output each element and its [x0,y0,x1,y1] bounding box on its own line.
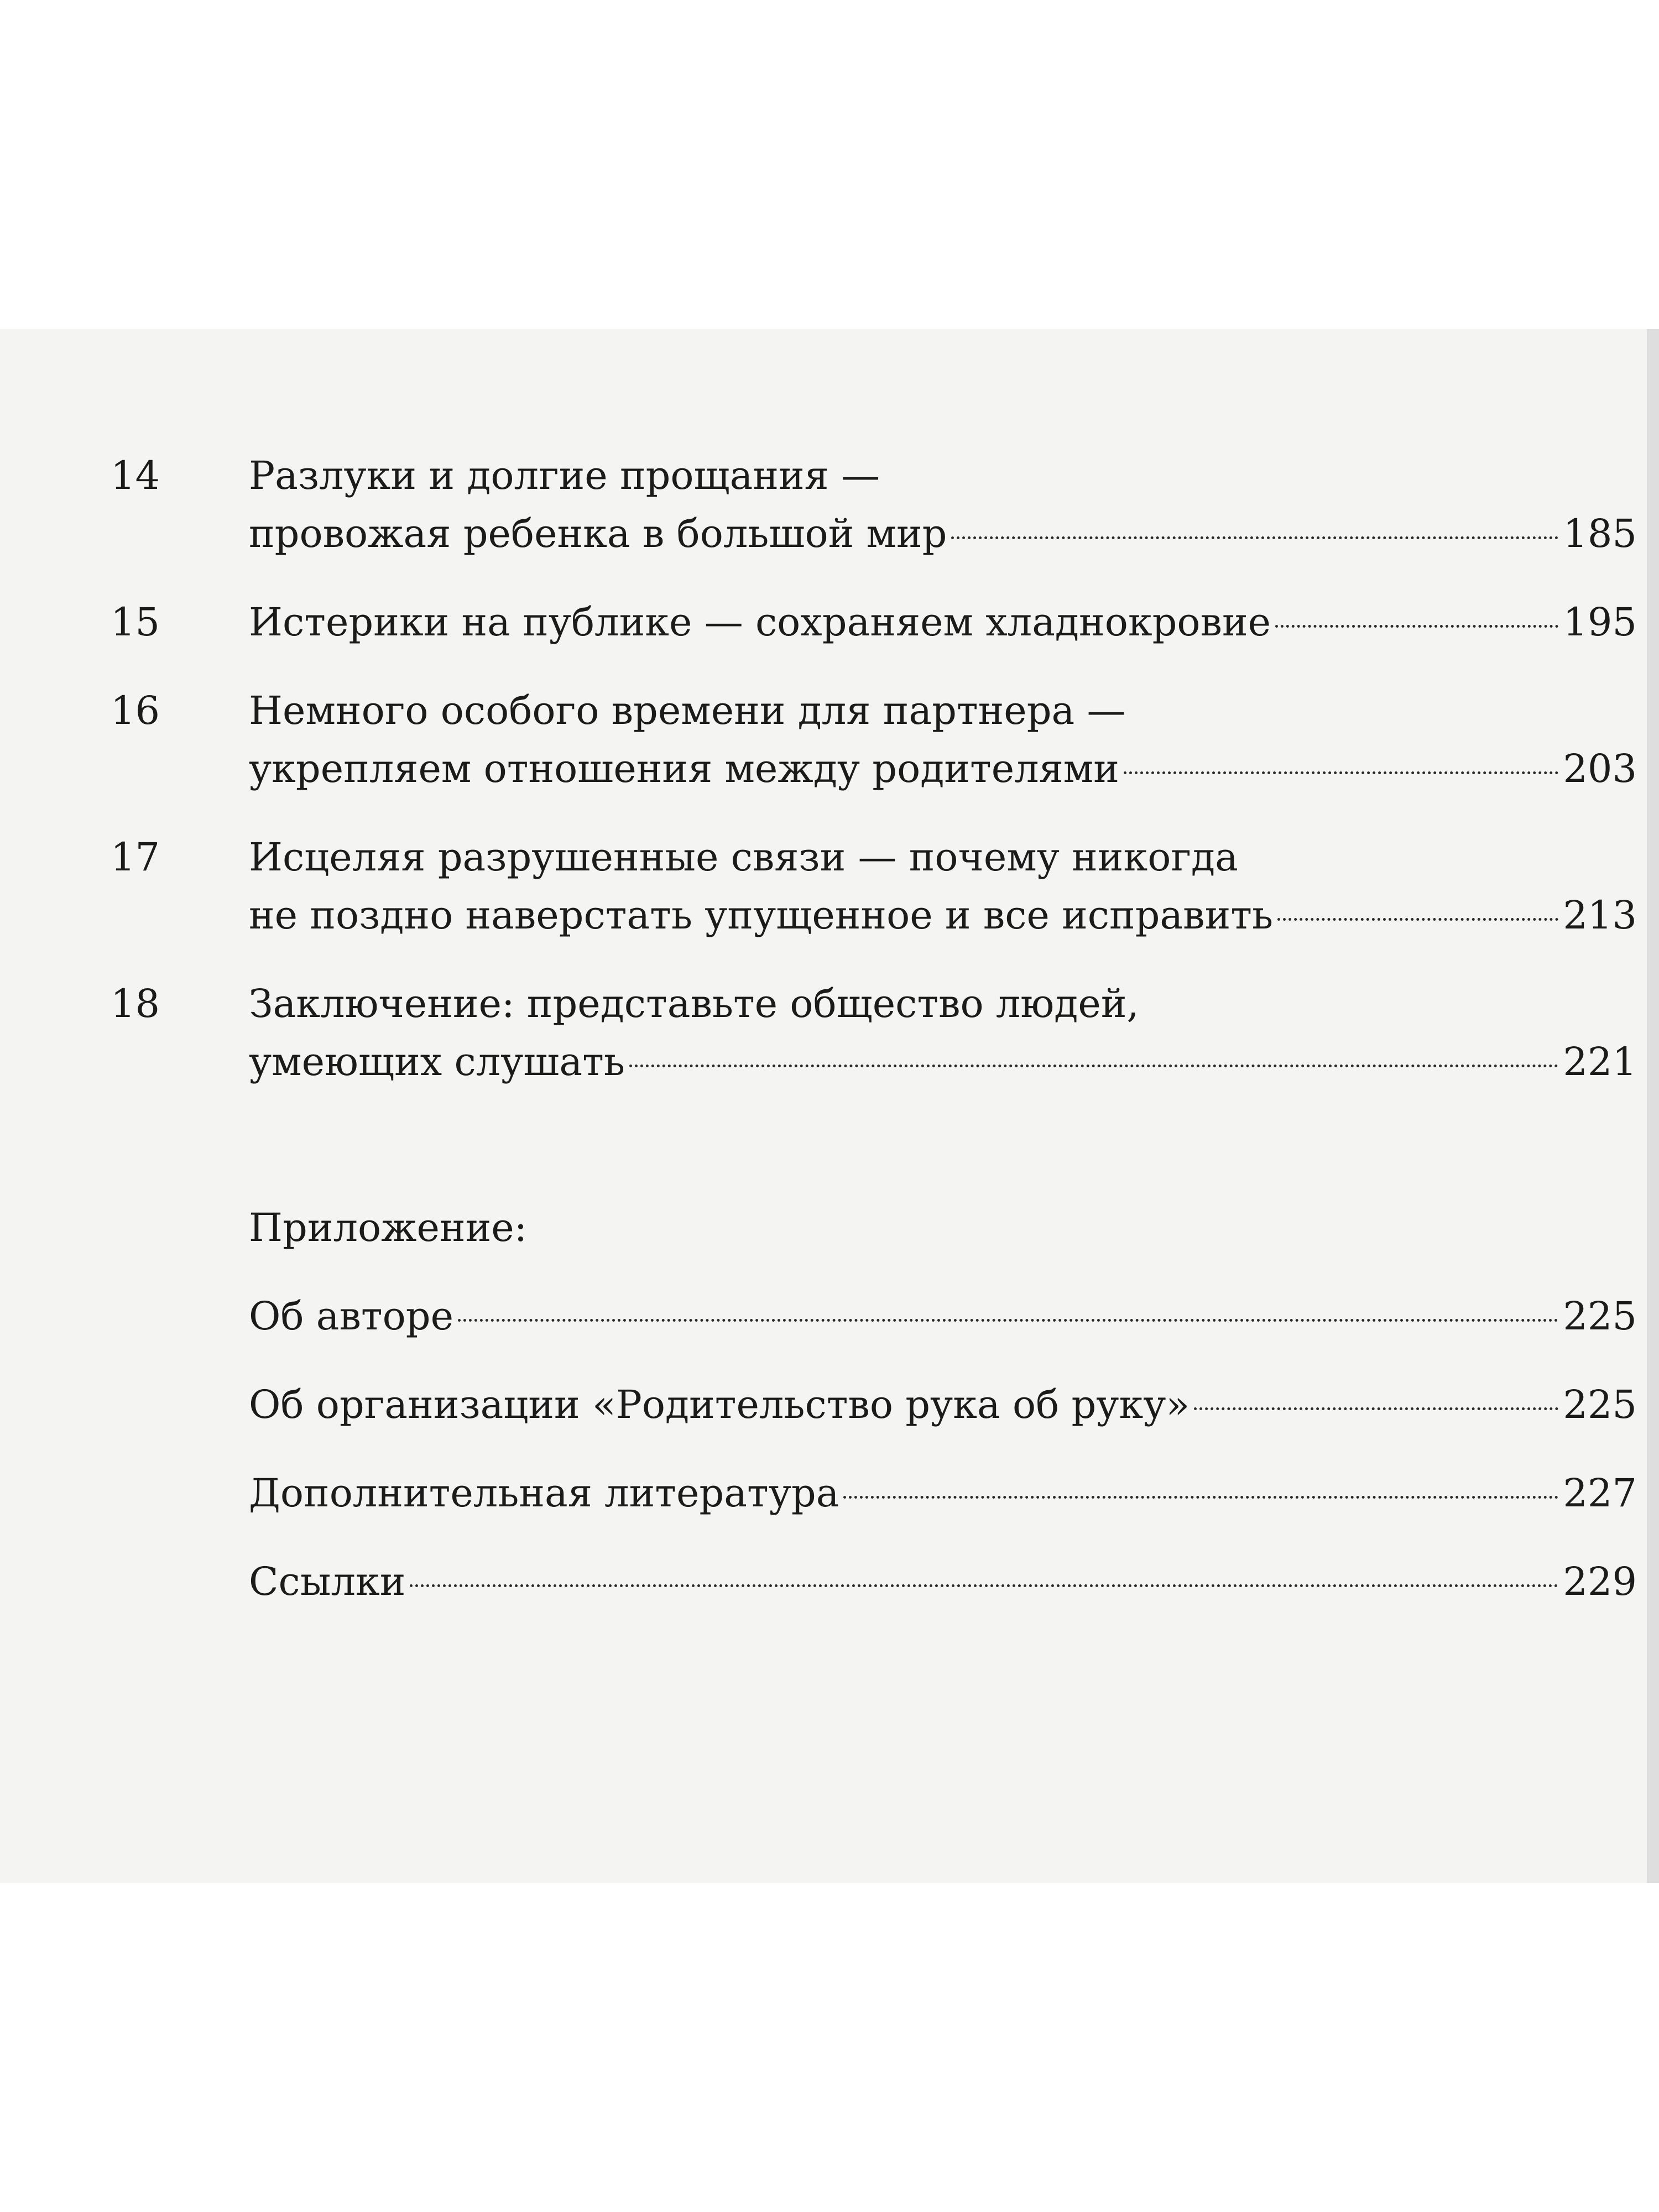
chapter-14-title-line2: провожая ребенка в большой мир [249,511,947,556]
appendix-entry-references [249,1554,1637,1609]
chapter-17-title-line1: Исцеляя разрушенные связи — почему никогда [249,834,1238,880]
chapter-18-entry [249,1034,1637,1089]
chapter-16-number: 16 [111,688,160,733]
appendix-page: 229 [1563,1559,1637,1604]
chapter-15-title-line1: Истерики на публике — сохраняем хладнокровие [249,599,1271,645]
chapter-14-title-line1: Разлуки и долгие прощания — [249,453,880,498]
chapter-14-page: 185 [1563,511,1637,556]
dot-leader [458,1319,1558,1322]
dot-leader [1194,1407,1558,1410]
table-of-contents [0,329,1659,1883]
appendix-entry-organization [249,1377,1637,1432]
chapter-16-title-line2: укрепляем отношения между родителями [249,746,1119,791]
chapter-16-title [249,683,1637,738]
chapter-15-entry [249,594,1637,650]
chapter-16-page: 203 [1563,746,1637,791]
chapter-16-title-line1: Немного особого времени для партнера — [249,688,1126,733]
appendix-title: Об авторе [249,1293,454,1339]
dot-leader [410,1584,1558,1587]
appendix-page: 227 [1563,1470,1637,1516]
chapter-16-entry [249,741,1637,796]
appendix-page: 225 [1563,1382,1637,1427]
appendix-page: 225 [1563,1293,1637,1339]
chapter-17-page: 213 [1563,893,1637,938]
chapter-18-title-line2: умеющих слушать [249,1039,625,1084]
chapter-14-entry [249,506,1637,561]
chapter-18-number: 18 [111,981,160,1026]
dot-leader [629,1065,1558,1067]
chapter-14-number: 14 [111,453,160,498]
appendix-entry-about-author [249,1288,1637,1344]
appendix-title: Дополнительная литература [249,1470,839,1516]
appendix-title: Ссылки [249,1559,406,1604]
chapter-17-number: 17 [111,834,160,880]
chapter-14-title [249,448,1637,503]
chapter-18-title-line1: Заключение: представьте общество людей, [249,981,1139,1026]
dot-leader [843,1496,1558,1499]
dot-leader [951,536,1558,539]
chapter-15-page: 195 [1563,599,1637,645]
dot-leader [1124,771,1559,774]
dot-leader [1275,625,1558,628]
appendix-title: Об организации «Родительство рука об руку» [249,1382,1190,1427]
dot-leader [1277,918,1558,921]
appendix-heading: Приложение: [249,1205,528,1250]
book-page [0,329,1659,1883]
chapter-15-number: 15 [111,599,160,645]
chapter-17-entry [249,888,1637,943]
appendix-entry-further-reading [249,1465,1637,1521]
chapter-17-title-line2: не поздно наверстать упущенное и все исправить [249,893,1274,938]
chapter-18-title [249,976,1637,1031]
chapter-18-page: 221 [1563,1039,1637,1084]
chapter-17-title [249,830,1637,885]
